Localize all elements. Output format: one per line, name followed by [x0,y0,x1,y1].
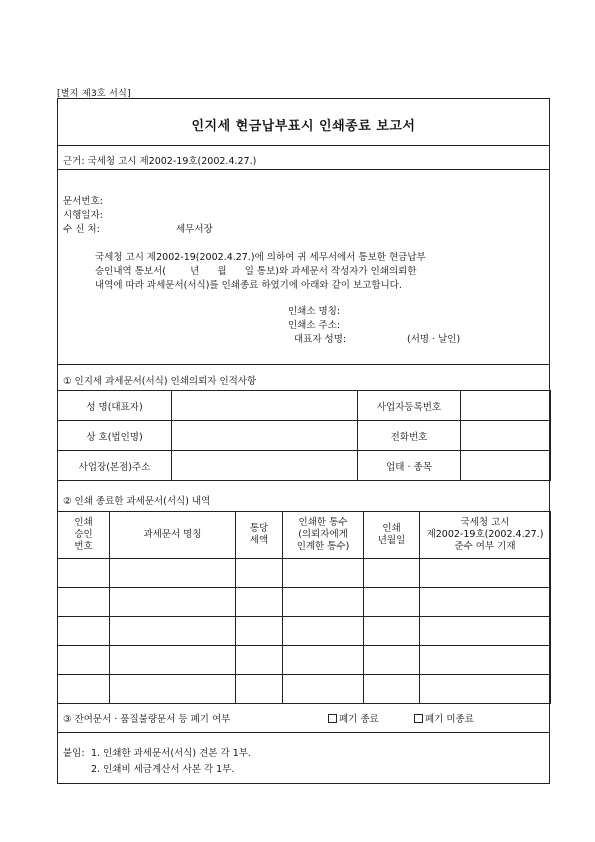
report-form [57,98,550,784]
table-row [58,588,551,617]
compliance-cell[interactable] [420,559,551,588]
compliance-cell[interactable] [420,617,551,646]
business-type-label-cell: 업태 · 종목 [358,451,461,481]
business-type-value-cell[interactable] [461,451,551,481]
company-value-cell[interactable] [172,421,358,451]
table-row [58,451,551,481]
tax-per-copy-header: 통당 세액 [236,512,283,559]
table-row [58,559,551,588]
section3-title: ③ 잔여문서 · 품질불량문서 등 폐기 여부 [63,714,231,725]
section1-title: ① 인지세 과세문서(서식) 인쇄의뢰자 인적사항 [63,376,257,387]
divider [58,145,549,146]
address-label-cell: 사업장(본점)주소 [58,451,172,481]
printed-count-cell[interactable] [283,646,364,675]
approval-number-cell[interactable] [58,617,110,646]
printed-count-cell[interactable] [283,617,364,646]
compliance-cell[interactable] [420,675,551,704]
approval-number-header: 인쇄 승인 번호 [58,512,110,559]
issue-date-label: 시행일자: [63,210,103,221]
legal-basis: 근거: 국세청 고시 제2002-19호(2002.4.27.) [63,156,257,167]
divider [58,169,549,170]
table-row [58,617,551,646]
printed-count-cell[interactable] [283,588,364,617]
section2-title: ② 인쇄 종료한 과세문서(서식) 내역 [63,496,211,507]
approval-number-cell[interactable] [58,675,110,704]
disposal-not-completed-checkbox[interactable] [414,711,474,725]
divider [58,364,549,365]
printed-documents-table [57,511,551,704]
approval-number-cell[interactable] [58,559,110,588]
tax-per-copy-cell[interactable] [236,588,283,617]
print-date-cell[interactable] [364,675,420,704]
print-date-header: 인쇄 년월일 [364,512,420,559]
print-date-cell[interactable] [364,646,420,675]
document-name-cell[interactable] [110,588,236,617]
form-title: 인지세 현금납부표시 인쇄종료 보고서 [191,119,416,134]
biz-reg-number-value-cell[interactable] [461,391,551,421]
tax-per-copy-cell[interactable] [236,675,283,704]
recipient-value: 세무서장 [176,224,213,235]
checkbox-square-icon [328,714,337,723]
recipient-label: 수 신 처: [63,224,100,235]
address-value-cell[interactable] [172,451,358,481]
table-row [58,391,551,421]
approval-number-cell[interactable] [58,588,110,617]
biz-reg-number-label-cell: 사업자등록번호 [358,391,461,421]
table-row [58,675,551,704]
body-line-2: 승인내역 통보서( 년 월 일 통보)와 과세문서 작성자가 인쇄의뢰한 [95,266,417,277]
table-header-row [58,512,551,559]
printed-count-cell[interactable] [283,675,364,704]
tax-per-copy-cell[interactable] [236,646,283,675]
divider [58,732,549,733]
disposal-completed-label: 폐기 종료 [339,714,379,725]
form-number-tag: [별지 제3호 서식] [57,89,131,99]
print-date-cell[interactable] [364,588,420,617]
table-row [58,421,551,451]
phone-value-cell[interactable] [461,421,551,451]
attachments-label: 붙임: [63,748,85,759]
name-label-cell: 성 명(대표자) [58,391,172,421]
printed-count-cell[interactable] [283,559,364,588]
phone-label-cell: 전화번호 [358,421,461,451]
document-name-cell[interactable] [110,617,236,646]
document-name-cell[interactable] [110,559,236,588]
document-name-cell[interactable] [110,675,236,704]
print-date-cell[interactable] [364,617,420,646]
printer-address-label: 인쇄소 주소: [288,320,341,331]
compliance-cell[interactable] [420,588,551,617]
doc-number-label: 문서번호: [63,196,103,207]
name-value-cell[interactable] [172,391,358,421]
requester-info-table [57,390,551,481]
printed-count-header: 인쇄한 통수 (의뢰자에게 인계한 통수) [283,512,364,559]
representative-label: 대표자 성명: [294,334,347,345]
body-line-1: 국세청 고시 제2002-19(2002.4.27.)에 의하여 귀 세무서에서 통보한 현금납부 [95,252,426,263]
table-row [58,646,551,675]
signature-seal-label: (서명 · 날인) [407,334,461,345]
attachment-item-2: 2. 인쇄비 세금계산서 사본 각 1부. [91,764,235,775]
print-date-cell[interactable] [364,559,420,588]
tax-per-copy-cell[interactable] [236,617,283,646]
approval-number-cell[interactable] [58,646,110,675]
document-name-cell[interactable] [110,646,236,675]
tax-per-copy-cell[interactable] [236,559,283,588]
checkbox-square-icon [414,714,423,723]
printer-name-label: 인쇄소 명칭: [288,306,341,317]
body-line-3: 내역에 따라 과세문서(서식)를 인쇄종료 하였기에 아래와 같이 보고합니다. [95,280,402,291]
attachment-item-1: 1. 인쇄한 과세문서(서식) 견본 각 1부. [91,748,251,759]
company-label-cell: 상 호(법인명) [58,421,172,451]
document-name-header: 과세문서 명칭 [110,512,236,559]
compliance-cell[interactable] [420,646,551,675]
table-body [58,559,551,704]
disposal-not-completed-label: 폐기 미종료 [425,714,474,725]
disposal-completed-checkbox[interactable] [328,711,379,725]
compliance-header: 국세청 고시 제2002-19호(2002.4.27.) 준수 여부 기재 [420,512,551,559]
